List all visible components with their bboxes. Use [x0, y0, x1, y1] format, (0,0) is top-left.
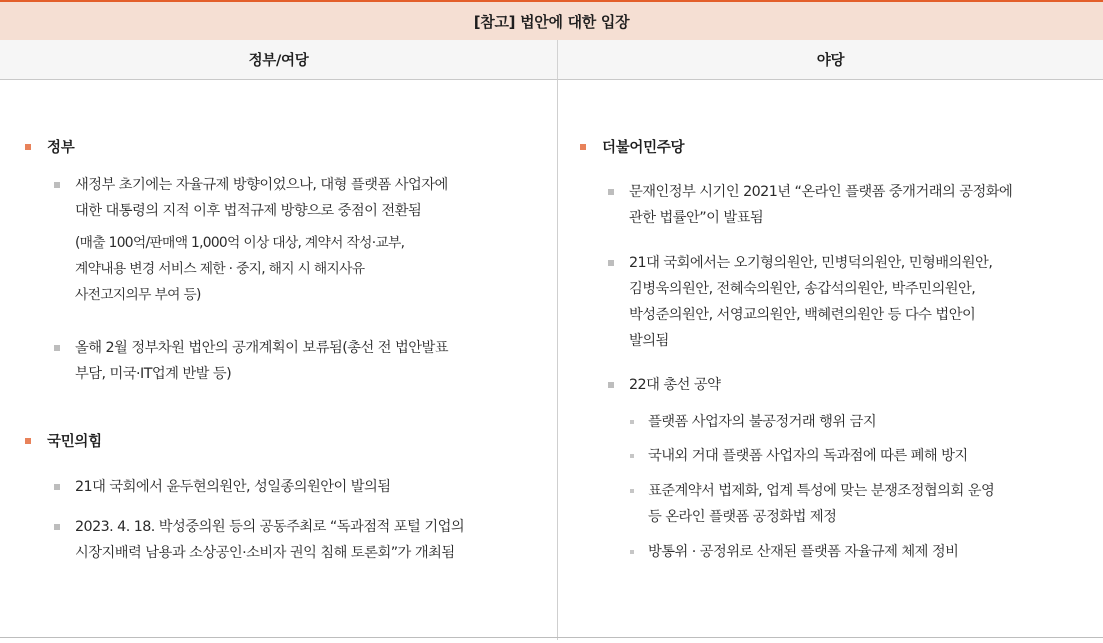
list-item-line: 22대 총선 공약 [629, 377, 721, 393]
section-marker-icon [580, 144, 586, 150]
sub-bullet-icon [630, 454, 634, 458]
section-marker-icon [25, 438, 31, 444]
sub-item-line: 플랫폼 사업자의 불공정거래 행위 금지 [648, 414, 877, 430]
bullet-icon [54, 524, 60, 530]
sub-item-line: 방통위 · 공정위로 산재된 플랫폼 자율규제 체제 정비 [648, 544, 959, 560]
column-header-opposition [558, 40, 1103, 80]
list-item-ppp-1 [75, 474, 391, 500]
list-item-line: 발의됨 [629, 333, 669, 349]
section-marker-icon [25, 144, 31, 150]
sub-item-line: 표준계약서 법제화, 업계 특성에 맞는 분쟁조정협의회 운영 [648, 483, 995, 499]
bullet-icon [608, 382, 614, 388]
sub-bullet-icon [630, 489, 634, 493]
bullet-icon [608, 260, 614, 266]
column-header-government-ruling-party [0, 40, 558, 80]
column-divider [557, 80, 558, 640]
list-item-government-1 [75, 172, 448, 224]
table-title [0, 2, 1103, 40]
bullet-icon [54, 182, 60, 188]
list-item-government-2 [75, 335, 448, 387]
sub-item-line: 등 온라인 플랫폼 공정화법 제정 [648, 509, 837, 525]
list-item-line: 박성준의원안, 서영교의원안, 백혜련의원안 등 다수 법안이 [629, 307, 976, 323]
section-heading-government: 정부 [47, 140, 75, 156]
section-heading-ppp: 국민의힘 [47, 434, 102, 450]
list-item-line: 21대 국회에서 윤두현의원안, 성일종의원안이 발의됨 [75, 479, 391, 495]
list-item-line: 2023. 4. 18. 박성중의원 등의 공동주최로 “독과점적 포털 기업의 [75, 519, 465, 535]
list-item-line: 시장지배력 남용과 소상공인·소비자 권익 침해 토론회”가 개최됨 [75, 545, 455, 561]
right-header-label: 야당 [816, 53, 845, 69]
bullet-icon [608, 189, 614, 195]
sub-item-2 [648, 443, 968, 469]
column-header-row [0, 40, 1103, 80]
list-item-line: 새정부 초기에는 자율규제 방향이었으나, 대형 플랫폼 사업자에 [75, 177, 448, 193]
list-item-ppp-2 [75, 514, 464, 566]
left-header-label: 정부/여당 [248, 53, 309, 69]
bottom-rule [0, 637, 1103, 638]
sub-item-3 [648, 478, 994, 530]
bullet-icon [54, 345, 60, 351]
list-item-line: 올해 2월 정부차원 법안의 공개계획이 보류됨(총선 전 법안발표 [75, 340, 449, 356]
list-item-line: 문재인정부 시기인 2021년 “온라인 플랫폼 중개거래의 공정화에 [629, 184, 1013, 200]
list-item-line: 부담, 미국·IT업계 반발 등) [75, 366, 232, 382]
note-line: (매출 100억/판매액 1,000억 이상 대상, 계약서 작성·교부, [75, 235, 405, 251]
note-line: 사전고지의무 부여 등) [75, 287, 201, 303]
sub-item-1 [648, 409, 876, 435]
sub-bullet-icon [630, 550, 634, 554]
note-line: 계약내용 변경 서비스 제한 · 중지, 해지 시 해지사유 [75, 261, 365, 277]
section-heading-democratic: 더불어민주당 [602, 140, 685, 156]
list-item-democratic-2 [629, 250, 992, 354]
list-item-line: 대한 대통령의 지적 이후 법적규제 방향으로 중점이 전환됨 [75, 203, 422, 219]
list-item-line: 관한 법률안”이 발표됨 [629, 210, 764, 226]
list-item-note-government-1 [75, 230, 404, 308]
sub-item-4 [648, 539, 958, 565]
bullet-icon [54, 484, 60, 490]
list-item-line: 김병욱의원안, 전혜숙의원안, 송갑석의원안, 박주민의원안, [629, 281, 976, 297]
sub-bullet-icon [630, 420, 634, 424]
list-item-line: 21대 국회에서는 오기형의원안, 민병덕의원안, 민형배의원안, [629, 255, 993, 271]
sub-item-line: 국내외 거대 플랫폼 사업자의 독과점에 따른 폐해 방지 [648, 448, 968, 464]
list-item-democratic-3 [629, 372, 720, 398]
list-item-democratic-1 [629, 179, 1012, 231]
table-title-text: [참고] 법안에 대한 입장 [473, 12, 630, 31]
